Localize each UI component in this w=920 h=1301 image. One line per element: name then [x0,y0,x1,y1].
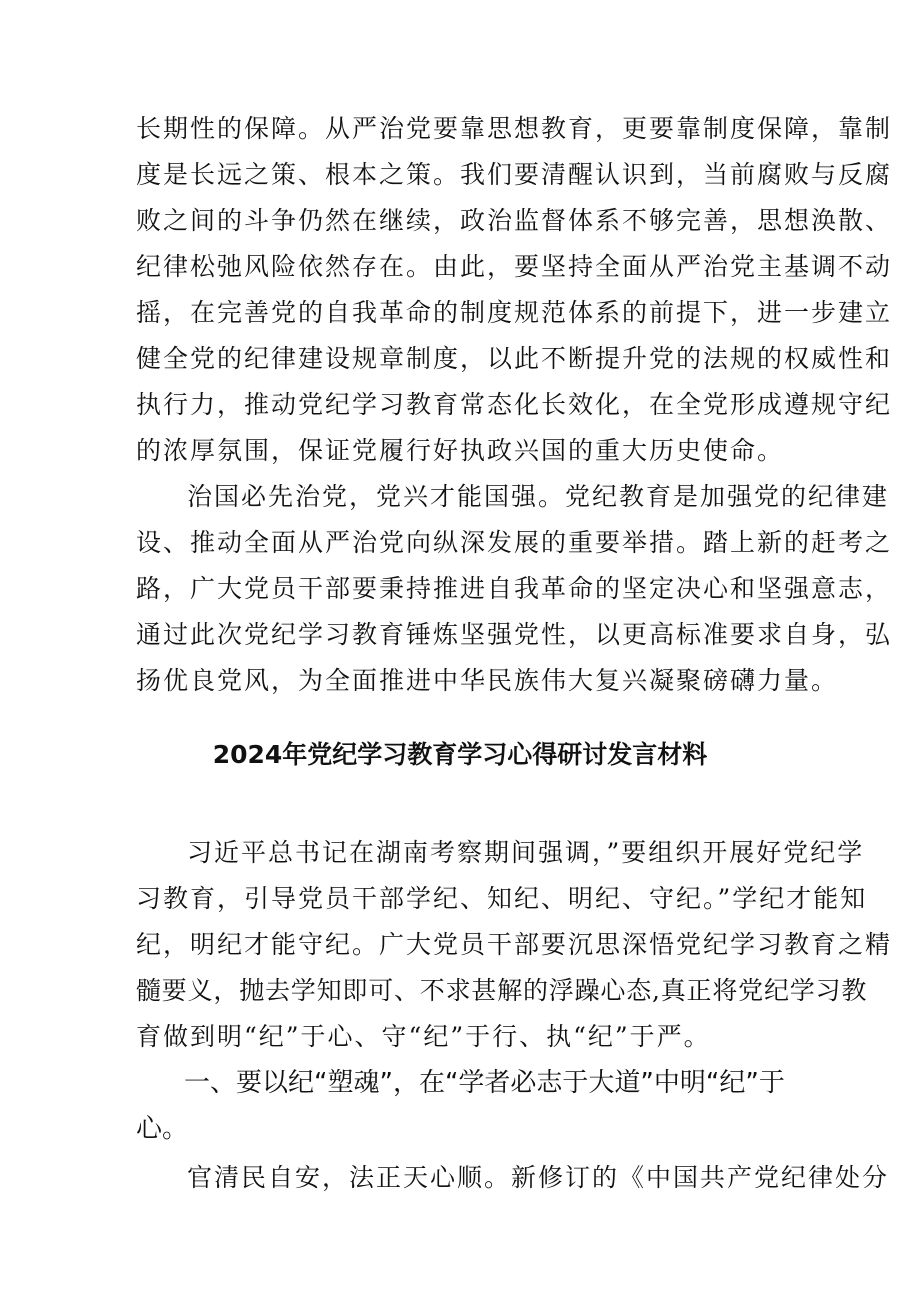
paragraph-line: 败之间的斗争仍然在继续，政治监督体系不够完善，思想涣散、 [136,206,893,235]
paragraph-line: 健全党的纪律建设规章制度，以此不断提升党的法规的权威性和 [136,344,893,373]
paragraph-line: 育做到明“纪”于心、守“纪”于行、执“纪”于严。 [136,1022,711,1051]
paragraph-line: 习教育，引导党员干部学纪、知纪、明纪、守纪。”学纪才能知 [136,884,868,913]
paragraph-line: 习近平总书记在湖南考察期间强调，”要组织开展好党纪学 [187,838,865,867]
paragraph-line: 设、推动全面从严治党向纵深发展的重要举措。踏上新的赶考之 [136,528,893,557]
paragraph-line: 的浓厚氛围，保证党履行好执政兴国的重大历史使命。 [136,436,785,465]
paragraph-line: 髓要义，抛去学知即可、不求甚解的浮躁心态,真正将党纪学习教 [136,976,868,1005]
paragraph-line: 摇，在完善党的自我革命的制度规范体系的前提下，进一步建立 [136,298,893,327]
paragraph-line: 扬优良党风，为全面推进中华民族伟大复兴凝聚磅礴力量。 [136,666,839,695]
section-heading: 心。 [136,1114,189,1144]
paragraph-line: 长期性的保障。从严治党要靠思想教育，更要靠制度保障，靠制 [136,114,893,143]
paragraph-line: 官清民自安，法正天心顺。新修订的《中国共产党纪律处分 [187,1163,890,1192]
section-heading: 一、要以纪“塑魂”，在“学者必志于大道”中明“纪”于 [184,1068,785,1098]
paragraph-line: 路，广大党员干部要秉持推进自我革命的坚定决心和坚强意志， [136,574,893,603]
paragraph-line: 纪，明纪才能守纪。广大党员干部要沉思深悟党纪学习教育之精 [136,930,893,959]
article-title: 2024年党纪学习教育学习心得研讨发言材料 [212,740,708,769]
paragraph-line: 纪律松弛风险依然存在。由此，要坚持全面从严治党主基调不动 [136,252,893,281]
paragraph-line: 治国必先治党，党兴才能国强。党纪教育是加强党的纪律建 [187,482,890,511]
paragraph-line: 度是长远之策、根本之策。我们要清醒认识到，当前腐败与反腐 [136,160,893,189]
paragraph-line: 执行力，推动党纪学习教育常态化长效化，在全党形成遵规守纪 [136,390,893,419]
paragraph-line: 通过此次党纪学习教育锤炼坚强党性，以更高标准要求自身，弘 [136,620,893,649]
